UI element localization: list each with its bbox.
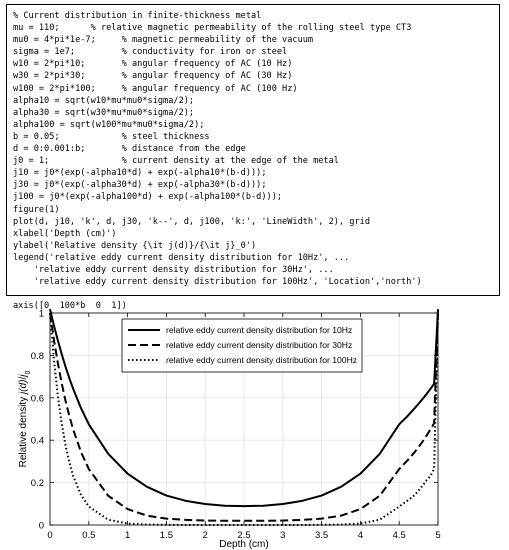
legend: [122, 319, 362, 372]
code-line: w100 = 2*pi*100; % angular frequency of AC (100 Hz): [13, 83, 298, 94]
y-axis-label-italic: j(d): [18, 379, 29, 394]
x-tick-label: 2: [202, 530, 208, 541]
y-tick-label: 0.2: [30, 478, 44, 490]
code-line: sigma = 1e7; % conductivity for iron or steel: [13, 47, 288, 58]
y-axis-label-slash: /: [18, 376, 29, 380]
code-line: [13, 288, 493, 300]
code-line: alpha10 = sqrt(w10*mu*mu0*sigma/2);: [13, 95, 195, 106]
x-tick-label: 4: [357, 530, 364, 541]
code-line: alpha30 = sqrt(w30*mu*mu0*sigma/2);: [13, 107, 195, 118]
x-tick-label: 1.5: [159, 530, 174, 541]
code-line: w10 = 2*pi*10; % angular frequency of AC (10 Hz): [13, 59, 293, 70]
code-line: xlabel('Depth (cm)'): [13, 228, 117, 239]
code-line: legend('relative eddy current density distribution for 10Hz', ...: [13, 252, 350, 263]
code-line: b = 0.05; % steel thickness: [13, 131, 210, 142]
y-tick-label: 0.4: [30, 435, 44, 447]
x-tick-label: 1: [124, 530, 131, 541]
y-tick-label: 0: [38, 520, 44, 532]
y-axis-label-main: Relative density: [18, 394, 29, 468]
matlab-code-listing: [6, 4, 500, 312]
x-tick-label: 0: [47, 530, 53, 541]
code-line: alpha100 = sqrt(w100*mu*mu0*sigma/2);: [13, 119, 205, 130]
code-line: ylabel('Relative density {\it j(d)}/{\it j}_0'): [13, 240, 257, 251]
code-line: mu = 110; % relative magnetic permeability of the rolling steel type CT3: [13, 23, 412, 34]
code-line: figure(1): [13, 204, 60, 215]
code-line: j100 = j0*(exp(-alpha100*d) + exp(-alpha100*(b-d)));: [13, 192, 283, 203]
x-tick-label: 0.5: [82, 530, 96, 541]
code-line: w30 = 2*pi*30; % angular frequency of AC (30 Hz): [13, 71, 293, 82]
legend-entry: relative eddy current density distribution for 30Hz: [166, 340, 353, 351]
y-tick-label: 0.8: [30, 350, 44, 362]
x-tick-label: 2.5: [237, 530, 251, 541]
x-tick-label: 3.5: [314, 530, 329, 541]
code-line: 'relative eddy current density distribution for 30Hz', ...: [13, 264, 334, 275]
code-line: axis([0 100*b 0 1]): [13, 301, 127, 312]
x-axis-label: Depth (cm): [219, 539, 269, 550]
code-line: j0 = 1; % current density at the edge of the metal: [13, 156, 339, 167]
x-tick-label: 4.5: [392, 530, 406, 541]
code-line: j30 = j0*(exp(-alpha30*d) + exp(-alpha30*(b-d)));: [13, 180, 267, 191]
code-line: 'relative eddy current density distribution for 100Hz', 'Location','north'): [13, 277, 422, 288]
code-line: d = 0:0.001:b; % distance from the edge: [13, 144, 246, 155]
legend-entry: relative eddy current density distribution for 100Hz: [166, 355, 358, 366]
legend-entry: relative eddy current density distribution for 10Hz: [166, 325, 353, 336]
code-line: % Current distribution in finite-thickness metal: [13, 11, 262, 21]
code-line: plot(d, j10, 'k', d, j30, 'k--', d, j100, 'k:', 'LineWidth', 2), grid: [13, 216, 370, 227]
y-tick-label: 0.6: [30, 393, 44, 405]
y-axis-label: [18, 371, 32, 468]
code-line: j10 = j0*(exp(-alpha10*d) + exp(-alpha10*(b-d)));: [13, 168, 267, 179]
y-axis-label-j: j: [18, 374, 29, 377]
code-line: mu0 = 4*pi*1e-7; % magnetic permeability of the vacuum: [13, 35, 314, 46]
y-axis-label-subscript: 0: [24, 370, 32, 375]
x-tick-label: 3: [280, 530, 286, 541]
current-density-chart: [0, 305, 509, 550]
x-tick-label: 5: [435, 530, 441, 541]
y-tick-label: 1: [38, 308, 44, 320]
